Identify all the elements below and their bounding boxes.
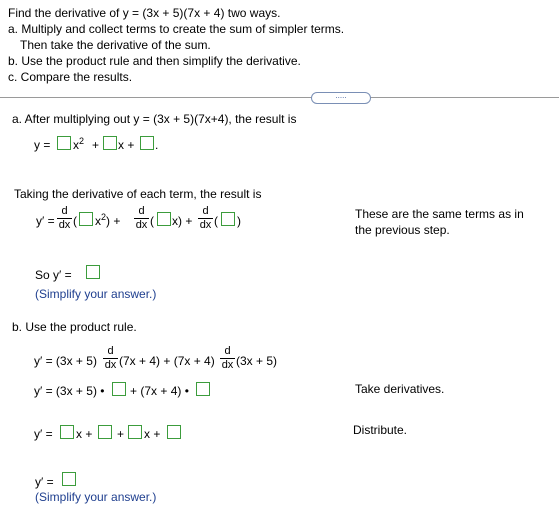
problem-line-1: Find the derivative of y = (3x + 5)(7x + 4) two ways. [8, 6, 281, 20]
close-paren-3: ) [237, 214, 241, 228]
note-distribute: Distribute. [353, 423, 408, 437]
d-dx-fraction-b1: d dx [104, 345, 117, 371]
x-squared-label: $x^2$ [73, 136, 85, 152]
problem-line-2: a. Multiply and collect terms to create the sum of simpler terms. [8, 22, 345, 36]
derivative-intro: Taking the derivative of each term, the result is [14, 187, 262, 201]
answer-box-yprime-b[interactable] [62, 472, 76, 486]
answer-box-deriv-x[interactable] [157, 212, 171, 226]
period: . [155, 138, 159, 152]
yprime-eq: y′ = [36, 214, 55, 228]
answer-box-constant[interactable] [140, 136, 154, 150]
part-a-y-eq: y = [34, 138, 51, 152]
section-divider [0, 97, 559, 98]
note-take-derivatives: Take derivatives. [355, 382, 445, 396]
answer-box-dist-4[interactable] [167, 425, 181, 439]
product-rule-mid: (7x + 4) + (7x + 4) [119, 354, 215, 368]
d-dx-fraction-2: d dx [135, 205, 148, 231]
answer-box-deriv-7x4[interactable] [112, 382, 126, 396]
problem-line-5: c. Compare the results. [8, 70, 133, 84]
product-rule-start: y′ = (3x + 5) [34, 354, 97, 368]
answer-box-dist-2[interactable] [98, 425, 112, 439]
open-paren-2: ( [150, 214, 154, 228]
x-squared-term: $x^2$) + [95, 212, 121, 228]
plus-sign: + [92, 138, 100, 152]
line2-mid: + (7x + 4) • [130, 384, 189, 398]
simplify-hint-b: (Simplify your answer.) [35, 490, 157, 504]
d-dx-fraction-3: d dx [199, 205, 212, 231]
answer-box-x2-coef[interactable] [57, 136, 71, 150]
answer-box-dist-3[interactable] [128, 425, 142, 439]
problem-line-3: Then take the derivative of the sum. [20, 38, 211, 52]
simplify-hint-a: (Simplify your answer.) [35, 287, 157, 301]
part-b-intro: b. Use the product rule. [12, 320, 137, 334]
line3-start: y′ = [34, 427, 53, 441]
note-previous-step: the previous step. [355, 223, 450, 237]
answer-box-deriv-x2[interactable] [79, 212, 93, 226]
x-term: x) + [172, 214, 193, 228]
so-yprime: So y′ = [35, 268, 72, 282]
open-paren-3: ( [214, 214, 218, 228]
line2-start: y′ = (3x + 5) • [34, 384, 105, 398]
d-dx-fraction-b2: d dx [221, 345, 234, 371]
line3-plus: + [117, 427, 125, 441]
line3-x1: x + [76, 427, 93, 441]
line3-x2: x + [144, 427, 161, 441]
open-paren-1: ( [73, 214, 77, 228]
answer-box-deriv-constant[interactable] [221, 212, 235, 226]
answer-box-dist-1[interactable] [60, 425, 74, 439]
expand-dots-icon: ..... [335, 91, 347, 100]
answer-box-yprime-a[interactable] [86, 265, 100, 279]
answer-box-deriv-3x5[interactable] [196, 382, 210, 396]
answer-box-x-coef[interactable] [103, 136, 117, 150]
note-same-terms: These are the same terms as in [355, 207, 524, 221]
final-yprime: y′ = [35, 475, 54, 489]
expand-button[interactable] [311, 92, 371, 104]
x-plus-label: x + [118, 138, 135, 152]
product-rule-end: (3x + 5) [236, 354, 278, 368]
problem-line-4: b. Use the product rule and then simplify the derivative. [8, 54, 301, 68]
d-dx-fraction-1: d dx [58, 205, 71, 231]
part-a-intro: a. After multiplying out y = (3x + 5)(7x+4), the result is [12, 112, 297, 126]
